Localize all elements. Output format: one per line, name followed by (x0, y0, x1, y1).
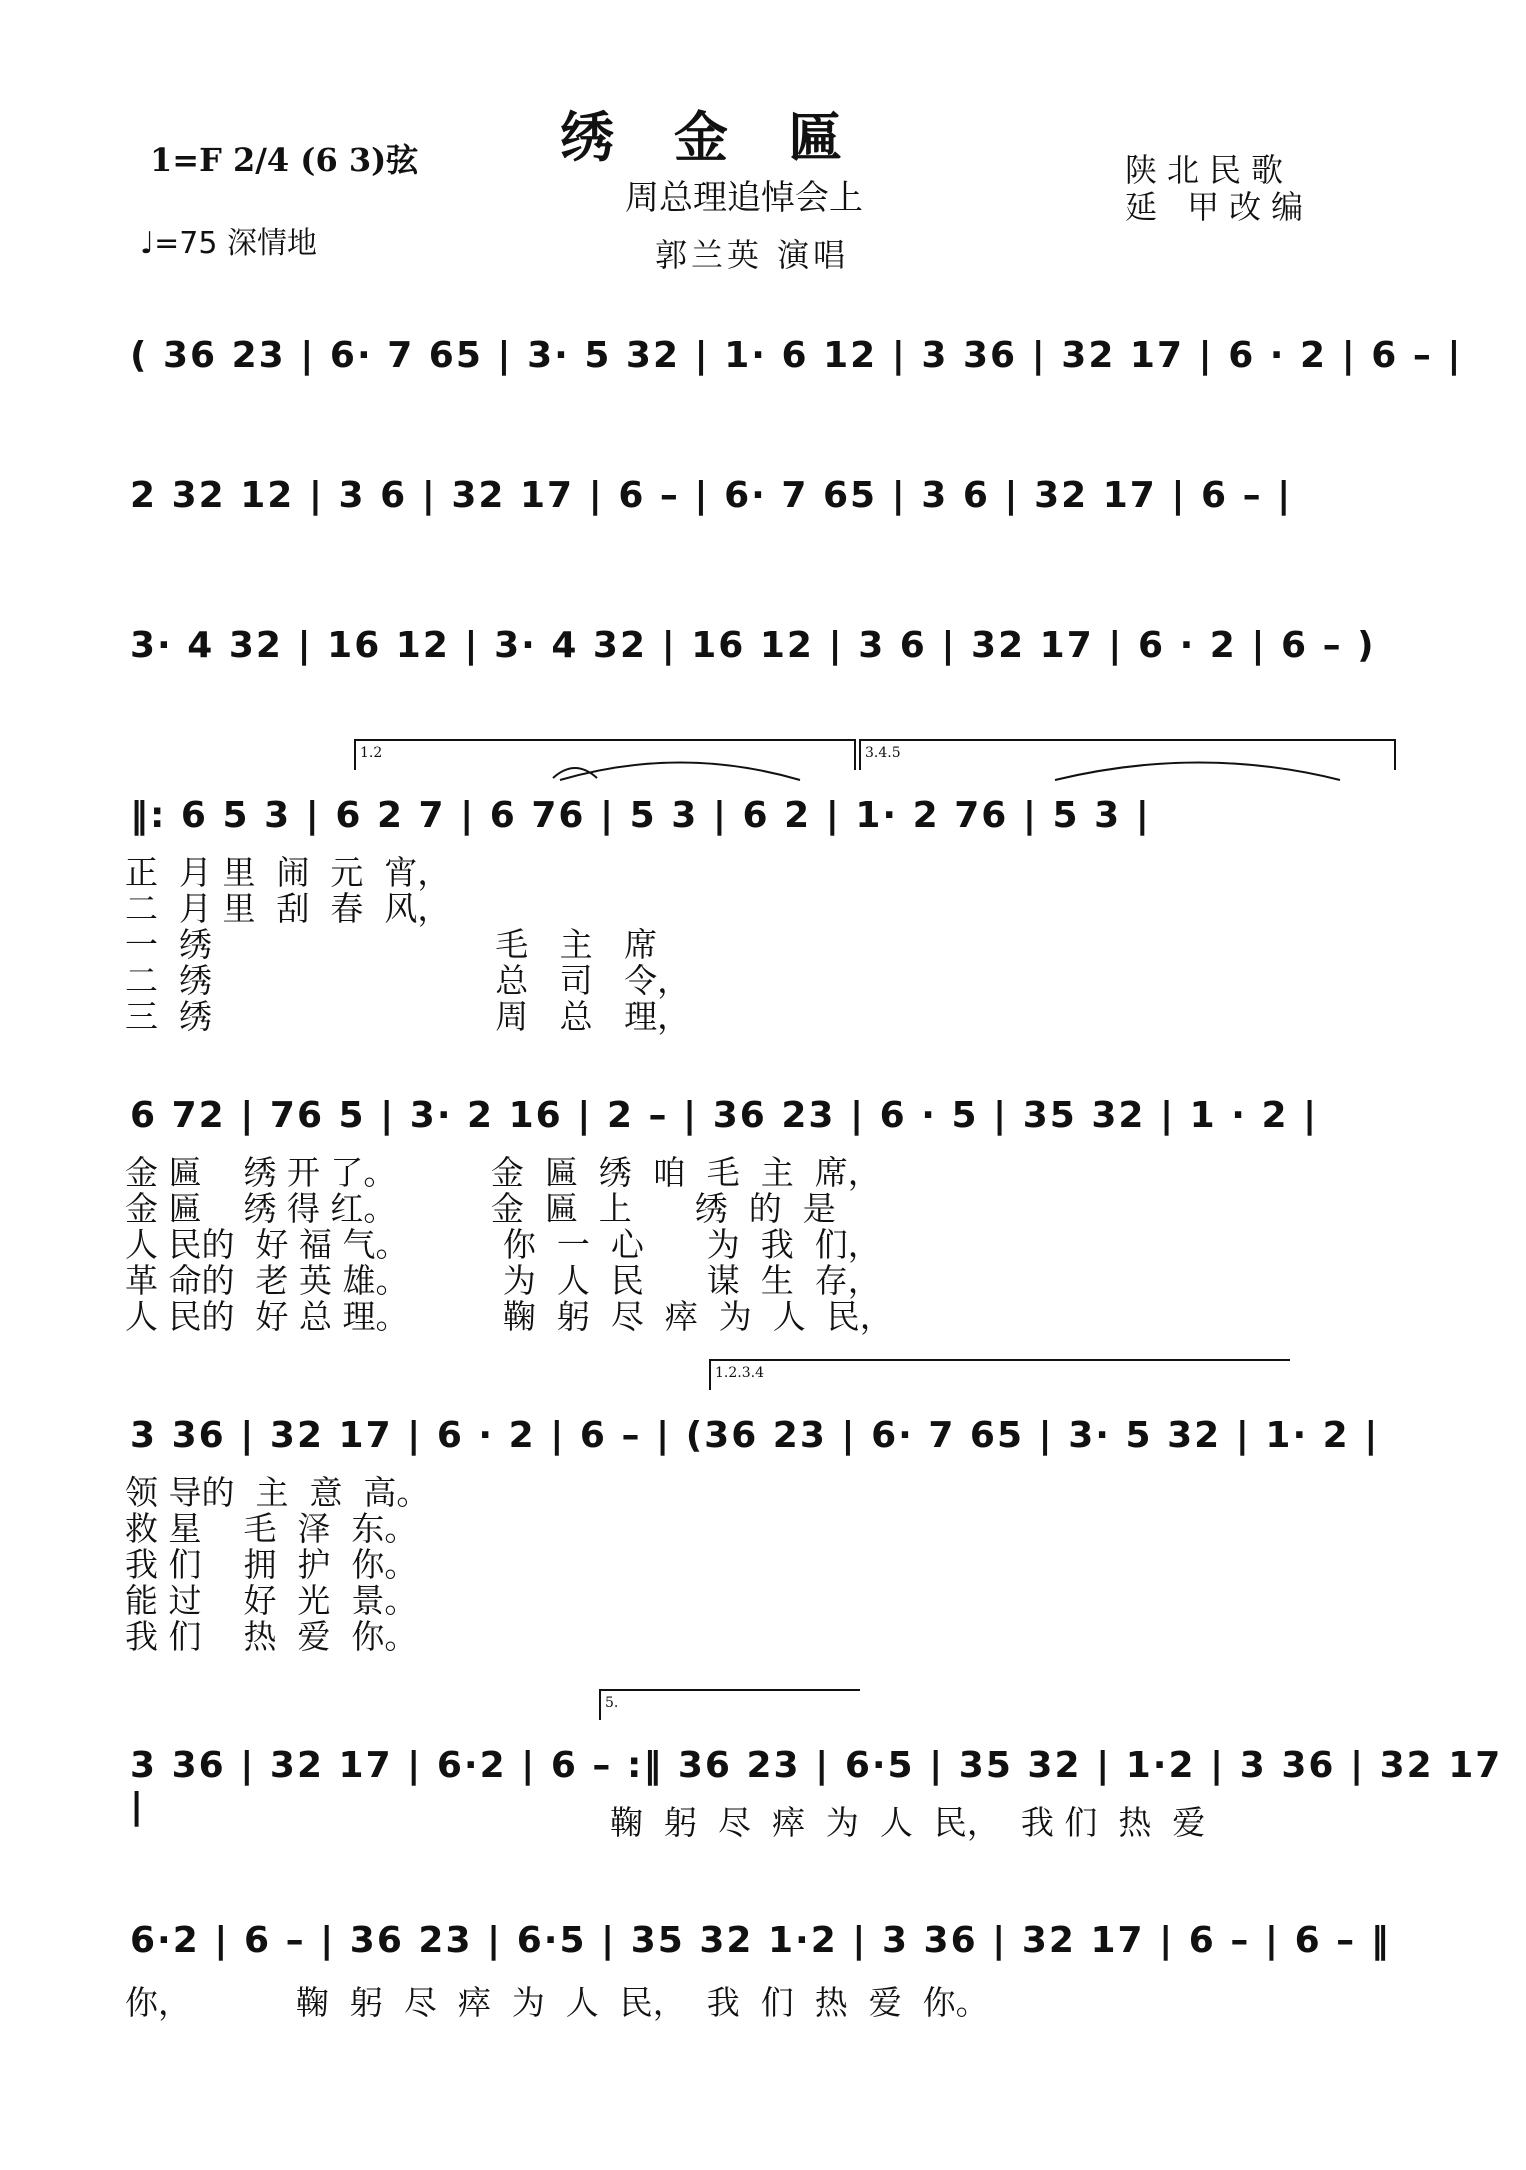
lyrics-block-3: 领 导的 主 意 高。 救 星 毛 泽 东。 我 们 拥 护 你。 能 过 好 光 景。 我 们 热 爱 你。 (125, 1473, 430, 1656)
notation-row-5: 6 72 | 76 5 | 3· 2 16 | 2 – | 36 23 | 6 · 5 | 35 32 | 1 · 2 | (130, 1095, 1319, 1136)
key-signature: 1=F 2/4 (6 3)弦 (150, 141, 419, 179)
volta-label-row7: 5. (605, 1695, 619, 1711)
volta-label-row6: 1.2.3.4 (715, 1365, 764, 1381)
notation-row-3: 3· 4 32 | 16 12 | 3· 4 32 | 16 12 | 3 6 | 32 17 | 6 · 2 | 6 – ) (130, 625, 1376, 666)
notation-row-1: ( 36 23 | 6· 7 65 | 3· 5 32 | 1· 6 12 | 3 36 | 32 17 | 6 · 2 | 6 – | (130, 335, 1463, 376)
notation-row-7: 3 36 | 32 17 | 6·2 | 6 – :‖ 36 23 | 6·5 | 35 32 | 1·2 | 3 36 | 32 17 | (130, 1745, 1503, 1827)
song-subtitle: 周总理追悼会上 (625, 178, 863, 218)
lyrics-block-2: 金 匾 绣 开 了。 金 匾 绣 咱 毛 主 席， 金 匾 绣 得 红。 金 匾 上 绣 的 是 人 民的 好 福 气。 你 一 心 为 我 们， 革 命的 老 英 雄。 为 人 民 谋 生 存， 人 民的 好 总 理。 鞠 躬 尽 瘁 为 人 民， (125, 1153, 893, 1336)
singer-credit: 郭兰英 演唱 (655, 236, 850, 274)
volta-label-a: 1.2 (360, 745, 383, 761)
composer-credit: 陕北民歌 (1125, 151, 1294, 189)
lyrics-block-5: 你， 鞠 躬 尽 瘁 为 人 民， 我 们 热 爱 你。 (125, 1983, 989, 2022)
lyrics-block-1: 正 月 里 闹 元 宵， 二 月 里 刮 春 风， 一 绣 毛 主 席 二 绣 总 司 令， 三 绣 周 总 理， (125, 853, 691, 1036)
lyrics-block-4: 鞠 躬 尽 瘁 为 人 民， 我 们 热 爱 (610, 1803, 1206, 1842)
tempo-marking: ♩=75 深情地 (140, 226, 317, 261)
notation-row-8: 6·2 | 6 – | 36 23 | 6·5 | 35 32 1·2 | 3 36 | 32 17 | 6 – | 6 – ‖ (130, 1920, 1391, 1961)
notation-row-2: 2 32 12 | 3 6 | 32 17 | 6 – | 6· 7 65 | 3 6 | 32 17 | 6 – | (130, 475, 1293, 516)
song-title: 绣金匾 (560, 106, 902, 169)
notation-row-6: 3 36 | 32 17 | 6 · 2 | 6 – | (36 23 | 6· 7 65 | 3· 5 32 | 1· 2 | (130, 1415, 1380, 1456)
notation-row-4: ‖: 6 5 3 | 6 2 7 | 6 76 | 5 3 | 6 2 | 1· 2 76 | 5 3 | (130, 795, 1151, 836)
arranger-credit: 延 甲改编 (1125, 188, 1314, 226)
volta-label-b: 3.4.5 (865, 745, 901, 761)
